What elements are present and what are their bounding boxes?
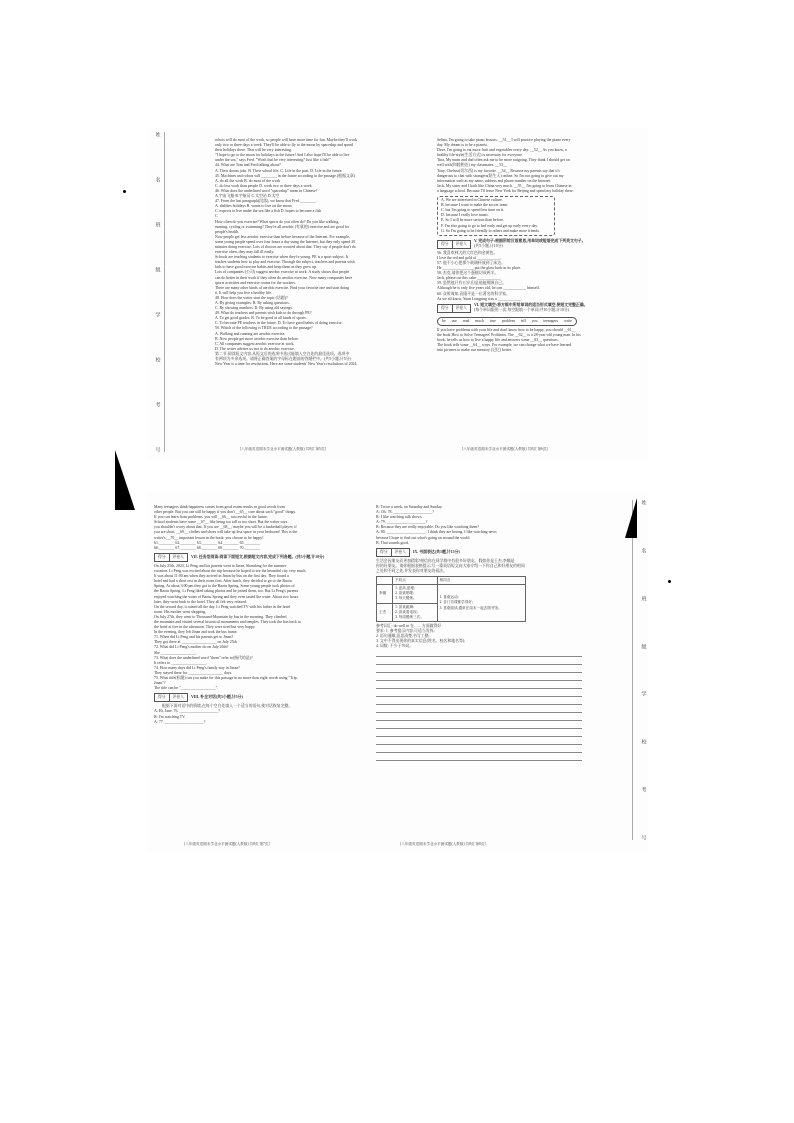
- margin-label: 考: [154, 402, 160, 407]
- text-line: under the sea," says Fred. "Won't that be very interesting? Just like a fish!": [215, 158, 332, 163]
- grader-label: 评卷人: [455, 305, 467, 310]
- option-item: E. So I will be more serious than before.: [441, 218, 504, 223]
- score-label: 得分: [438, 305, 453, 312]
- text-line: Jinan"?: [154, 681, 166, 686]
- grader-label: 评卷人: [172, 554, 184, 559]
- page-8-footer: [八年级英语期末学业水平测试题(人教版) 共8页 第8页]: [400, 842, 486, 846]
- option-item: C. but I'm going to spend less time on it.: [441, 208, 505, 213]
- text-line: you shouldn't worry about that. If you are __68__, maybe you will be a basketball player; if: [154, 525, 297, 530]
- writing-line[interactable]: [376, 689, 582, 697]
- text-line: C. By showing numbers. D. By using old sayings.: [215, 306, 293, 311]
- text-line: later, they went back to the hotel. They all felt very relaxed.: [154, 599, 247, 604]
- table-cell-line: 1. 喜欢跳舞;: [395, 604, 415, 609]
- page-8-column: [376, 505, 582, 845]
- text-line: book, he tells us how to live a happy life and answers some __63__ questions.: [437, 338, 559, 343]
- text-line: If you have problems with your life and don't know how to be happy, you should __61__: [437, 327, 576, 332]
- table-cell-line: 1. 更高,更瘦;: [395, 586, 415, 591]
- crop-mark: [625, 498, 637, 538]
- table-cell-line: 2. 喜欢唱歌;: [395, 591, 415, 596]
- table-cell-line: 3. 每周锻炼三次。: [395, 614, 424, 619]
- text-line: They stayed there for __________________ days.: [154, 670, 233, 675]
- question-line: Although he is only five years old, he can ____________ himself.: [437, 286, 540, 291]
- grader-label: 评卷人: [394, 549, 406, 554]
- writing-line[interactable]: [376, 697, 582, 705]
- text-line: the hotel at five in the afternoon. They were tired but very happy.: [154, 625, 256, 630]
- question-line: Jack, please cut this cake ____________.: [437, 276, 502, 281]
- grader-label: 评卷人: [455, 241, 467, 246]
- text-line: enjoyed watching the water of Baotu Spring and they even tasted the water. About two hours: [154, 594, 299, 599]
- table-cell-diff: [393, 603, 438, 621]
- text-line: Dave, I'm going to eat more fruit and vegetables every day. __52__ As you know, a: [437, 148, 567, 153]
- table-cell-line: 1. 喜欢运动;: [439, 595, 459, 600]
- margin-label: 考: [640, 787, 646, 793]
- text-line: If you can learn from problems, you will __66__ successful in the future.: [154, 515, 268, 520]
- dialog-line: because I hope to find out what's going on around the world.: [376, 535, 471, 540]
- text-line: 44. What are Tom and Fred talking about?: [215, 163, 281, 168]
- section-8-intro: 根据下面对话中的情境,在每个空白处填入一个适当的语句,使对话恢复完整。: [162, 704, 293, 709]
- option-item: B. because I want to make the soccer team.: [441, 203, 509, 208]
- table-cell-line: 3. 每天锻炼。: [395, 596, 417, 601]
- text-line: A. By giving examples. B. By asking questions.: [215, 301, 290, 305]
- instruction-line: 之处和不同之处,并发表你对朋友的看法。: [376, 569, 448, 574]
- section-6-subtitle: (每个单词限用一次,每空限填一个单词;共10小题,计10分): [473, 308, 570, 313]
- option-item: D. because I really love music.: [441, 213, 490, 218]
- page-6-footer: [八年级英语期末学业水平测试题(人教版) 共8页 第6页]: [462, 447, 548, 451]
- margin-label: 级: [640, 643, 646, 649]
- section-8-title: VIII. 补全对话(共5小题,计5分): [190, 695, 243, 700]
- word-box: [437, 317, 577, 326]
- margin-label: 校: [154, 357, 160, 362]
- page-7-footer: [八年级英语期末学业水平测试题(人教版) 共8页 第7页]: [184, 842, 270, 846]
- text-line: Selina, I'm going to take piano lessons. __51__ I will practice playing the piano every: [437, 138, 571, 142]
- section-5-subtitle: (共5小题,计10分): [473, 244, 503, 249]
- text-line: vacation. Li Peng was excited about the trip because he hoped to see the beautiful city very much.: [154, 569, 307, 574]
- binding-line-right: [632, 500, 633, 840]
- table-cell-line: 3. 喜欢阅读,通常在周末一起去图书馆。: [439, 605, 502, 610]
- text-line: C. expects to live under the sea like a fish D. hopes to become a fish: [215, 209, 322, 214]
- text-line: A. dislikes holidays B. wants to live on the moon: [215, 204, 292, 209]
- requirement-line: 2. 语句通顺,意思清楚,书写工整;: [376, 633, 430, 638]
- writing-line[interactable]: [376, 729, 582, 737]
- margin-label: 姓: [154, 132, 160, 137]
- text-line: day. My dream is to be a pianist.: [437, 143, 488, 148]
- text-line: Schools are teaching students to exercise when they're young. PE is a sport subject. It: [215, 255, 348, 260]
- text-line: On the second day, it rained all the day. Li Peng watched TV with his father in the hotel: [154, 604, 291, 609]
- text-line: Now people get less aerobic exercise than before because of the Internet. For example,: [215, 234, 350, 239]
- writing-lines[interactable]: [376, 649, 582, 761]
- question-line: I love the red and gold of ____________.: [437, 255, 502, 260]
- text-line: 50. Which of the following is TRUE according to the passage?: [215, 326, 313, 331]
- text-line: some young people spend over four hours a day using the Internet, but they only spend 20: [215, 239, 356, 244]
- margin-label: 姓: [640, 500, 646, 505]
- word-box-item: use: [451, 318, 457, 323]
- margin-label: 级: [154, 267, 160, 272]
- score-box: [154, 693, 188, 702]
- requirement-line: 4. 词数: 不少于70词。: [376, 644, 414, 649]
- writing-line[interactable]: [376, 745, 582, 753]
- text-line: room. His mother went shopping.: [154, 609, 207, 614]
- text-line: sports activities and exercise rooms for the workers.: [215, 280, 297, 285]
- score-box: [437, 304, 471, 313]
- question-line: 57. 他不小心把那个玻璃杯放到了床边。: [437, 260, 506, 265]
- text-line: hotel and had a short rest in their room first. After lunch, they decided to go to the Baotu: [154, 579, 292, 584]
- text-line: the Baotu Spring. Li Peng liked taking photos and he joined them, too. But Li Peng's parents: [154, 589, 299, 594]
- text-line: writer's __70__ important lesson in the book: you choose to be happy!: [154, 535, 264, 540]
- question-line: As we all know, Yuan Longping was a ____________.: [437, 296, 522, 301]
- text-line: into pictures to make our memory (记忆) better.: [437, 348, 512, 353]
- text-line: healthy life-style(生活方式) is necessary for everyone.: [437, 153, 523, 158]
- writing-line[interactable]: [376, 753, 582, 761]
- score-box: [154, 553, 188, 562]
- text-line: 49. What do teachers and parents wish kids to do through PE?: [215, 311, 312, 316]
- question-line: 58. 杰克,请你把这个蛋糕切成两半。: [437, 271, 499, 276]
- options-box: [437, 196, 555, 236]
- text-line: Many teenagers think happiness comes from good exam results or good words from: [154, 505, 285, 509]
- text-line: kids to have good exercise habits and keep them as they grow up.: [215, 265, 317, 270]
- binding-hole-mark: [668, 580, 671, 583]
- section-9-title: IX. 书面表达(共1题,计15分): [412, 549, 460, 554]
- text-line: information such as my name, address and phone number on the Internet.: [437, 178, 552, 183]
- margin-label: 班: [154, 222, 160, 227]
- text-line: Spring. At about 3:00 pm they got to the Baotu Spring. Some young people took photos of: [154, 584, 295, 589]
- requirement-line: 要求: 1. 参考提示内容,可适当发挥;: [376, 628, 435, 633]
- text-line: other people. But you can still be happy if you don't __65__ care about such "good" things.: [154, 510, 296, 515]
- text-line: On July 27th, they went to Thousand-Mountain by bus in the morning. They climbed: [154, 614, 287, 619]
- text-line: 61.________ 62.________ 63.________ 64.________ 65.________: [154, 540, 261, 545]
- dialog-line: A: Hi, Jane. 76. ____________________?: [154, 709, 221, 714]
- text-line: well with(和睦相处) my classmates. __53__: [437, 163, 507, 168]
- text-line: It refers to __________________.: [154, 660, 208, 665]
- text-line: School students have some __67__ like being too tall or too short. But the writer says: [154, 520, 288, 525]
- writing-line[interactable]: [376, 681, 582, 689]
- text-line: the book How to Solve Teenagers' Problems. The __62__ is a 28-year-old young man. In his: [437, 333, 581, 337]
- text-line: C: [215, 214, 218, 219]
- table-header-same: 相同点: [437, 577, 525, 585]
- table-row-name: 李娜: [377, 585, 393, 603]
- text-line: 72. What did Li Peng's mother do on July 26th?: [154, 645, 229, 650]
- score-label: 得分: [155, 694, 170, 701]
- text-line: A. To get good grades. B. To be good at all kinds of sports.: [215, 316, 307, 321]
- section-7-title: VII. 任务型阅读:阅读下面短文,根据短文内容,完成下列各题。(共5小题,计10分): [190, 554, 325, 559]
- score-label: 得分: [377, 549, 392, 556]
- word-box-item: teenagers: [543, 318, 559, 323]
- table-row-name: 王杰: [377, 603, 393, 621]
- text-line: How often do you exercise? What sports do you often do? Do you like walking,: [215, 219, 340, 224]
- instruction-line: 生活会因朋友而更加精彩!相信你在同学群中有很多好朋友。假如你是王杰,李娜是: [376, 558, 515, 563]
- text-line: it. It will help you live a healthy life.: [215, 290, 273, 295]
- margin-label: 号: [154, 447, 160, 452]
- text-line: D. The writer advises us not to do aerobic exercise.: [215, 346, 295, 351]
- text-line: 73. What does the underlined word "them" refer to(指代的是)?: [154, 655, 253, 660]
- text-line: Lots of companies (公司) suggest aerobic exercise at work. A study shows that people: [215, 270, 350, 275]
- dialog-line: B: I like watching talk shows.: [376, 515, 423, 520]
- dialog-line: B: I'm watching TV.: [154, 714, 186, 719]
- word-box-item: be: [442, 318, 446, 323]
- text-line: Tony, Chelsea(切尔西) is my favorite. __54__ Because my parents say that it's: [437, 168, 560, 173]
- text-line: New Year is a time for resolutions. Here are some students' New Year's resolutions of 2024.: [215, 362, 358, 367]
- text-line: a language school. Because I'll leave New York for Beijing and spend my holiday there.: [437, 188, 574, 193]
- text-line: There are many other kinds of aerobic exercise. Find your favorite one and start doing: [215, 285, 350, 290]
- page-5-footer: [八年级英语期末学业水平测试题(人教版) 共8页 第5页]: [240, 447, 326, 451]
- score-label: 得分: [438, 241, 453, 248]
- text-line: Tina, My mom and dad often ask me to be more outgoing. They think I should get on: [437, 158, 570, 163]
- text-line: people's health.: [215, 229, 240, 234]
- dialog-line: B: Because they are really enjoyable. Do you like watching them?: [376, 525, 479, 530]
- text-line: Jack, My sister and I both like China very much. __55__ I'm going to learn Chinese in: [437, 183, 572, 188]
- text-line: minutes doing exercise. Lots of doctors are worried about that. They say if people don't do: [215, 244, 356, 249]
- binding-margin-right: [636, 500, 650, 840]
- text-line: 71. When did Li Peng and his parents get to Jinan?: [154, 635, 234, 640]
- text-line: the mountain and visited several historical monuments and temples. They took the bus back to: [154, 619, 301, 624]
- dialog-line: A: 79. ____________________?: [376, 520, 428, 525]
- option-item: A. We are interested in Chinese culture.: [441, 198, 503, 203]
- text-line: She __________________.: [154, 650, 197, 655]
- grader-label: 评卷人: [172, 695, 184, 700]
- text-line: C. do less work than people D. work two or three days a week: [215, 183, 312, 188]
- word-box-item: much: [475, 318, 484, 323]
- text-line: 第二节:阅读短文内容,从短文后的选项中选出能填入空白处的最佳选项。选项中: [215, 351, 350, 356]
- score-label: 得分: [155, 554, 170, 561]
- text-line: 有两项为多余选项。请将正确答案的字母标在题前的答题栏中。(共5小题,计5分): [215, 357, 351, 362]
- binding-line-left: [164, 132, 165, 452]
- text-line: 46. What does the underlined word "spaceship" mean in Chinese?: [215, 188, 318, 193]
- text-line: 75. What title(标题) can you make for this passage in no more than eight words using "Trip,: [154, 676, 298, 680]
- text-line: The title can be "__________________".: [154, 686, 219, 691]
- text-line: A. do all the work B. do most of the work: [215, 178, 281, 183]
- writing-line[interactable]: [376, 649, 582, 657]
- table-cell-line: 2. 各门功课都学得好;: [439, 600, 473, 605]
- text-line: C. All companies suggest aerobic exercise at work.: [215, 341, 295, 346]
- score-box: [437, 240, 471, 249]
- text-line: A.宇宙飞船 B.宇航员 C.太空站 D.太空: [215, 194, 280, 199]
- text-line: The book tells some __64__ ways. For example, we can change what we have learned: [437, 343, 572, 348]
- word-box-item: problem: [501, 318, 515, 323]
- text-line: 74. How many days did Li Peng's family stay in Jinan?: [154, 665, 240, 670]
- text-line: C. To become PE teachers in the future. D. To have good habits of doing exercise.: [215, 321, 343, 326]
- dialog-line: A: Oh. 78. ____________________?: [376, 510, 435, 515]
- text-line: "I hope to go to the moon for holidays in the future! And I also hope I'll be able to live: [215, 153, 350, 158]
- text-line: B. Now people get more aerobic exercise than before.: [215, 336, 299, 341]
- text-line: 45. Machines and robots will ________ in the future according to the passage.(根据文章): [215, 173, 356, 178]
- question-line: 56. 我喜欢林大的大红色和金黄色。: [437, 250, 498, 255]
- text-line: dangerous to chat with strangers(陌生人) online. So I'm not going to give out my: [437, 173, 564, 178]
- section-5-title: V. 完成句子:根据所给汉语意思,用单词或短语完成下列英文句子。: [473, 239, 586, 244]
- text-line: It was about 11:00 am when they arrived in Jinan by bus on the first day. They found a: [154, 574, 289, 579]
- option-item: F. I'm also going to go to bed early and get up early every day.: [441, 223, 538, 228]
- margin-label: 校: [640, 739, 646, 745]
- word-box-item: tell: [520, 318, 526, 323]
- writing-line[interactable]: [376, 705, 582, 713]
- dialog-line: A: 77. ____________________?: [154, 719, 206, 724]
- dialog-line: B: Twice a week, on Saturday and Sunday.: [376, 505, 443, 509]
- text-line: running, cycling or swimming? They're all aerobic (有氧的) exercise and are good for: [215, 224, 350, 229]
- text-line: 66.________ 67.________ 68.________ 69.________ 70.________: [154, 545, 261, 550]
- text-line: can do better in their work if they often do aerobic exercise. Now many companies have: [215, 275, 353, 280]
- writing-line[interactable]: [376, 721, 582, 729]
- text-line: A. Walking and running are aerobic exercise.: [215, 331, 286, 336]
- binding-margin-left: [150, 132, 164, 452]
- margin-label: 学: [640, 691, 646, 697]
- margin-label: 名: [154, 177, 160, 182]
- text-line: exercise often, they may fall ill easily.: [215, 250, 275, 255]
- margin-label: 学: [154, 312, 160, 317]
- table-corner: [377, 577, 393, 585]
- word-box-item: you: [531, 318, 538, 323]
- text-line: 47. From the last paragraph(段落), we know that Fred ________.: [215, 199, 317, 204]
- table-cell-diff: [393, 585, 438, 603]
- page-5-column: [215, 138, 415, 454]
- word-box-item: true: [489, 318, 496, 323]
- page-7-column: [154, 505, 368, 845]
- text-line: In the evening, they left Jinan and took the bus home.: [154, 630, 238, 635]
- text-line: their holidays there. That will be very interesting.: [215, 148, 292, 153]
- margin-label: 名: [640, 547, 646, 553]
- dialog-line: A: 80. ____________________. I think they are boring. I like watching news: [376, 530, 497, 535]
- writing-line[interactable]: [376, 665, 582, 673]
- dialog-line: B: That sounds good.: [376, 540, 410, 545]
- writing-line[interactable]: [376, 673, 582, 681]
- question-line: 60. 众所周知,袁隆平是一位著名的科学家。: [437, 291, 510, 296]
- margin-label: 号: [640, 834, 646, 840]
- binding-hole-mark: [123, 190, 126, 193]
- word-box-item: write: [563, 318, 572, 323]
- requirement-line: 参考词汇: do well in 在……方面做得好: [376, 623, 442, 628]
- writing-line[interactable]: [376, 657, 582, 665]
- table-header-diff: 不同点: [393, 577, 438, 585]
- question-line: 59. 虽然他只有五岁,但是他能照顾自己。: [437, 281, 507, 286]
- writing-line[interactable]: [376, 737, 582, 745]
- question-line: He ________________ put the glass back in its place.: [437, 266, 522, 271]
- table-cell-line: 2. 喜欢看电视;: [395, 609, 418, 614]
- page-6-column: [437, 138, 637, 454]
- text-line: A. Their dream jobs. B. Their school life. C. Life in the past. D. Life in the future.: [215, 168, 343, 173]
- text-line: teaches students how to play and exercise. Through the subject, teachers and parents wish: [215, 260, 355, 265]
- section-6-title: VI. 短文填空:将方框中所给单词的适当形式填空,使短文完整正确。: [473, 303, 588, 308]
- text-line: On July 25th, 2023, Li Peng and his parents went to Jinan, Shandong for the summer: [154, 563, 287, 568]
- text-line: 48. How does the writer start the topic (话题)?: [215, 295, 288, 300]
- text-line: robots will do most of the work, so people will have more time for fun. Maybe they'll work: [215, 138, 357, 142]
- writing-line[interactable]: [376, 713, 582, 721]
- comparison-table: [376, 576, 526, 622]
- instruction-line: 你的好朋友。请你根据表格提示,写一篇英语短文向大家介绍一下你自己和好朋友的相同: [376, 563, 525, 568]
- text-line: only two or three days a week. They'll be able to fly to the moon by spaceship and spend: [215, 143, 353, 148]
- text-line: you are short, __69__ clothes and shoes will take up less space in your bedroom! This is the: [154, 530, 298, 535]
- option-item: G. So I'm going to be friendly to others and make more friends.: [441, 228, 540, 233]
- table-cell-same: [437, 585, 525, 622]
- word-box-item: read: [462, 318, 470, 323]
- score-box: [376, 548, 410, 557]
- text-line: They got there at __________________ on July 25th.: [154, 640, 238, 645]
- crop-mark: [115, 450, 135, 510]
- requirement-line: 3. 文中不得出现你的真实信息(姓名、校名和地名等);: [376, 639, 466, 644]
- margin-label: 班: [640, 595, 646, 601]
